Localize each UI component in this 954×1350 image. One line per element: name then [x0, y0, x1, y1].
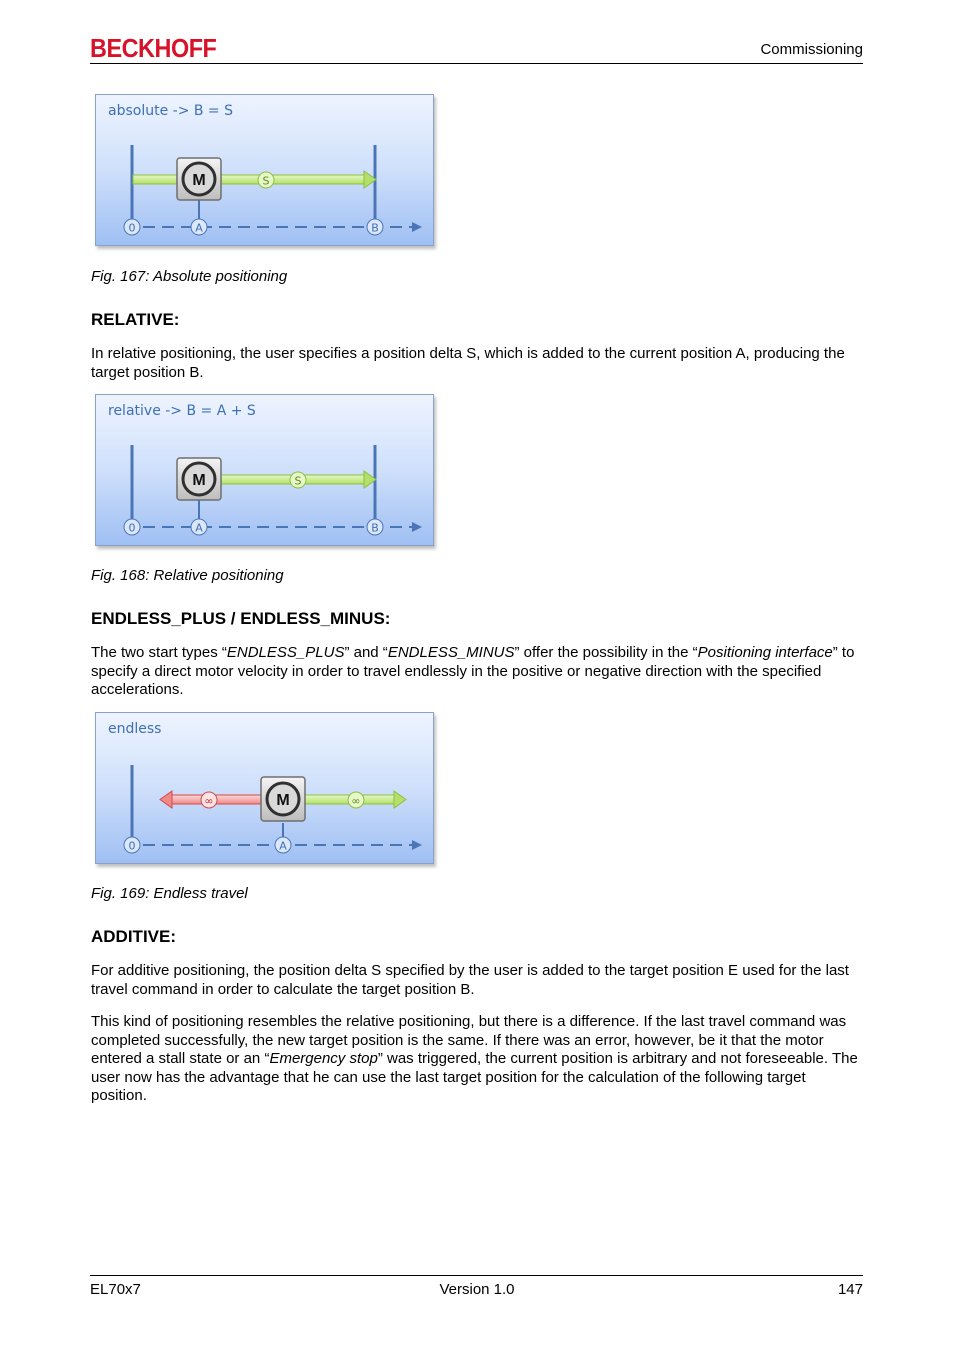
marker-a-label: A [195, 221, 203, 235]
page-number: 147 [837, 1281, 863, 1298]
header-divider [90, 63, 863, 64]
negative-infinity-label: ∞ [204, 794, 214, 808]
section-heading-endless: ENDLESS_PLUS / ENDLESS_MINUS: [91, 609, 391, 628]
marker-b-label: B [371, 521, 379, 535]
axis-arrowhead [412, 222, 422, 232]
beckhoff-logo: BECKHOFF [90, 33, 217, 63]
paragraph-relative: In relative positioning, the user specifies a position delta S, which is added to the current position A, producing the target position B. [91, 345, 845, 381]
figure-caption: Fig. 169: Endless travel [91, 885, 248, 902]
figure-title: absolute -> B = S [108, 103, 233, 119]
term-emergency-stop: Emergency stop [269, 1050, 378, 1067]
marker-zero-label: 0 [128, 839, 136, 853]
header-section-title: Commissioning [760, 41, 863, 58]
motor-label: M [192, 172, 206, 189]
marker-zero-label: 0 [128, 521, 136, 535]
axis-arrowhead [412, 840, 422, 850]
figure-title: endless [108, 721, 162, 737]
section-heading-additive: ADDITIVE: [91, 927, 176, 946]
paragraph-additive-1: For additive positioning, the position delta S specified by the user is added to the target position E used for the last travel command in order to calculate the target position B. [91, 962, 849, 998]
marker-zero-label: 0 [128, 221, 136, 235]
term-endless-plus: ENDLESS_PLUS [226, 644, 345, 661]
motor-label: M [192, 472, 206, 489]
section-heading-relative: RELATIVE: [91, 310, 180, 329]
footer-version: Version 1.0 [439, 1281, 515, 1298]
text-run: ” offer the possibility in the “ [514, 644, 698, 661]
step-label: S [262, 174, 270, 188]
term-endless-minus: ENDLESS_MINUS [387, 644, 515, 661]
figure-title: relative -> B = A + S [108, 403, 256, 419]
text-run: The two start types “ [91, 644, 227, 661]
figure-caption: Fig. 168: Relative positioning [91, 567, 284, 584]
figure-endless-travel [95, 712, 434, 864]
step-label: S [294, 474, 302, 488]
text-run: ” was triggered, the current position is arbitrary and not foreseeable. The user now has the advantage that he can use the last target position for the calculation of the following target position. [91, 1050, 858, 1104]
figure-caption: Fig. 167: Absolute positioning [91, 268, 288, 285]
positive-arrow-head [394, 791, 406, 808]
paragraph-endless [91, 644, 861, 700]
axis-arrowhead [412, 522, 422, 532]
text-run: This kind of positioning resembles the relative positioning, but there is a difference. If the last travel command was completed successfully, the new target position is the same. If there was an error, however, be it that the motor entered a stall state or an “ [91, 1013, 847, 1067]
footer-divider [90, 1275, 863, 1276]
paragraph-additive-2 [91, 1013, 861, 1106]
positive-infinity-label: ∞ [351, 794, 361, 808]
footer-product: EL70x7 [90, 1281, 141, 1298]
figure-absolute-positioning [95, 94, 434, 246]
text-run: ” and “ [344, 644, 388, 661]
travel-arrow-body [133, 175, 364, 184]
marker-a-label: A [195, 521, 203, 535]
term-positioning-interface: Positioning interface [697, 644, 833, 661]
figure-relative-positioning [95, 394, 434, 546]
marker-b-label: B [371, 221, 379, 235]
motor-label: M [276, 792, 290, 809]
negative-arrow-head [160, 791, 172, 808]
text-run: ” to specify a direct motor velocity in order to travel endlessly in the positive or negative direction with the specified accelerations. [91, 644, 855, 698]
marker-a-label: A [279, 839, 287, 853]
